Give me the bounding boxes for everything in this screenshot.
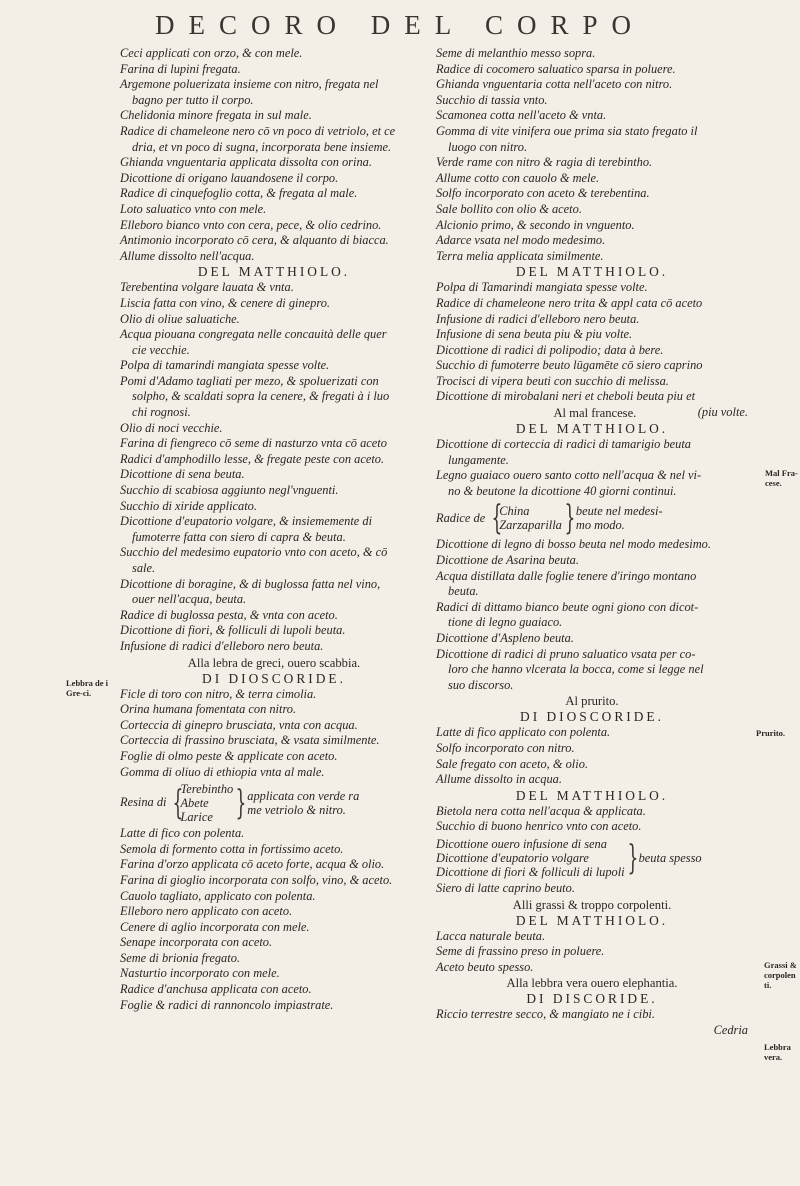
section-heading: DEL MATTHIOLO. bbox=[515, 264, 669, 280]
text-line: Terebentina volgare lauata & vnta. bbox=[120, 280, 294, 295]
continuation-note: (piu volte. bbox=[697, 405, 748, 420]
section-heading: DI DISCORIDE. bbox=[526, 991, 658, 1007]
text-line: Siero di latte caprino beuto. bbox=[436, 880, 575, 895]
text-line: Allume dissolto nell'acqua. bbox=[120, 248, 255, 263]
text-line: Foglie & radici di rannoncolo impiastrate. bbox=[120, 997, 334, 1012]
text-line: Radice di buglossa pesta, & vnta con aceto. bbox=[120, 607, 338, 622]
right-block-4 bbox=[436, 537, 748, 693]
text-line: cie vecchie. bbox=[132, 342, 190, 357]
text-line: bagno per tutto il corpo. bbox=[132, 92, 254, 107]
bracket-item: Zarzaparilla bbox=[499, 518, 562, 533]
right-block-8 bbox=[436, 929, 748, 976]
text-line: Radici di dittamo bianco beute ogni giono con dicot- bbox=[436, 599, 699, 614]
text-line: Corteccia di ginepro brusciata, vnta con acqua. bbox=[120, 717, 358, 732]
text-line: Acqua piouana congregata nelle concauità delle quer bbox=[120, 327, 387, 342]
text-line: Alcionio primo, & secondo in vnguento. bbox=[436, 217, 635, 232]
text-line: Farina d'orzo applicata cō aceto forte, acqua & olio. bbox=[120, 857, 385, 872]
text-line: Lacca naturale beuta. bbox=[436, 928, 546, 943]
text-line: Ghianda vnguentaria cotta nell'aceto con nitro. bbox=[436, 77, 673, 92]
text-line: Adarce vsata nel modo medesimo. bbox=[436, 233, 606, 248]
bracket-items bbox=[180, 782, 233, 824]
text-line: Argemone poluerizata insieme con nitro, fregata nel bbox=[120, 77, 379, 92]
text-line: Olio di noci vecchie. bbox=[120, 420, 223, 435]
left-column bbox=[120, 46, 428, 1013]
text-line: Dicottione di corteccia di radici di tamarigio beuta bbox=[436, 437, 692, 452]
right-block-5 bbox=[436, 725, 748, 787]
text-line: Radice d'anchusa applicata con aceto. bbox=[120, 982, 312, 997]
text-line: Chelidonia minore fregata in sul male. bbox=[120, 108, 312, 123]
text-line: Succhio di buono henrico vnto con aceto. bbox=[436, 819, 642, 834]
bracket-item: Abete bbox=[180, 796, 209, 811]
bracket-item: Dicottione ouero infusione di sena bbox=[436, 836, 607, 851]
text-line: solpho, & scaldati sopra la cenere, & fregati à i luo bbox=[132, 389, 390, 404]
text-line: Dicottione di fiori, & folliculi di lupoli beuta. bbox=[120, 623, 346, 638]
bracket-tail bbox=[243, 789, 359, 817]
bracket-item: China bbox=[499, 504, 530, 519]
text-line: Radice di chameleone nero trita & appl cata cō aceto bbox=[436, 295, 703, 310]
text-line: Succhio di tassia vnto. bbox=[436, 92, 548, 107]
text-line: Elleboro bianco vnto con cera, pece, & olio cedrino. bbox=[120, 217, 382, 232]
text-line: Scamonea cotta nell'aceto & vnta. bbox=[436, 108, 607, 123]
text-line: Solfo incorporato con nitro. bbox=[436, 740, 575, 755]
text-line: Cenere di aglio incorporata con mele. bbox=[120, 919, 310, 934]
text-line: Nasturtio incorporato con mele. bbox=[120, 966, 280, 981]
text-line: Riccio terrestre secco, & mangiato ne i cibi. bbox=[436, 1007, 655, 1022]
left-brace-icon: { bbox=[491, 498, 503, 539]
section-heading: DEL MATTHIOLO. bbox=[515, 787, 669, 803]
margin-note-prurito: Prurito. bbox=[756, 728, 786, 738]
left-block-1 bbox=[120, 46, 428, 264]
bracket-item: Dicottione d'eupatorio volgare bbox=[436, 850, 589, 865]
text-line: Corteccia di frassino brusciata, & vsata similmente. bbox=[120, 733, 380, 748]
text-line: Latte di fico applicato con polenta. bbox=[436, 725, 611, 740]
text-line: Radice di cocomero saluatico sparsa in poluere. bbox=[436, 61, 676, 76]
text-line: Pomi d'Adamo tagliati per mezo, & spoluerizati con bbox=[120, 373, 379, 388]
text-line: Infusione di radici d'elleboro nero beuta. bbox=[120, 638, 324, 653]
section-heading: DEL MATTHIOLO. bbox=[197, 264, 351, 280]
right-block-3 bbox=[436, 437, 748, 499]
section-subtitle: Al prurito. bbox=[565, 694, 619, 709]
text-line: Gomma di vite vinifera oue prima sia stato fregato il bbox=[436, 123, 698, 138]
bracket-tail-line: mo modo. bbox=[575, 518, 625, 533]
resina-bracket-group bbox=[120, 782, 428, 824]
right-block-9 bbox=[436, 1007, 748, 1023]
right-block-7 bbox=[436, 881, 748, 897]
bracket-tail-line: applicata con verde ra bbox=[247, 789, 360, 804]
section-heading: DI DIOSCORIDE. bbox=[202, 670, 346, 686]
text-line: Latte di fico con polenta. bbox=[120, 826, 245, 841]
text-line: Dicottione di radici di polipodio; data à bere. bbox=[436, 342, 664, 357]
bracket-items bbox=[499, 504, 562, 532]
section-subtitle: Al mal francese. bbox=[553, 406, 637, 421]
text-line: Sale bollito con olio & aceto. bbox=[436, 201, 582, 216]
catchword: Cedria bbox=[713, 1022, 748, 1037]
bracket-items bbox=[436, 837, 625, 879]
text-line: Polpa di Tamarindi mangiata spesse volte. bbox=[436, 280, 648, 295]
text-line: Seme di brionia fregato. bbox=[120, 950, 240, 965]
text-line: Allume cotto con cauolo & mele. bbox=[436, 170, 600, 185]
text-line: Radici d'amphodillo lesse, & fregate peste con aceto. bbox=[120, 451, 385, 466]
text-line: chi rognosi. bbox=[132, 405, 191, 420]
text-line: tione di legno guaiaco. bbox=[448, 615, 563, 630]
bracket-tail-line: me vetriolo & nitro. bbox=[247, 803, 346, 818]
right-column bbox=[436, 46, 748, 1039]
right-block-2 bbox=[436, 280, 748, 405]
text-line: Farina di gioglio incorporata con solfo, vino, & aceto. bbox=[120, 872, 393, 887]
text-line: no & beutone la dicottione 40 giorni continui. bbox=[448, 483, 677, 498]
text-line: Succhio di fumoterre beuto lūgamēte cō siero caprino bbox=[436, 358, 703, 373]
right-block-1 bbox=[436, 46, 748, 264]
text-line: Dicottione di mirobalani neri et cheboli beuta piu et bbox=[436, 389, 696, 404]
text-line: Orina humana fomentata con nitro. bbox=[120, 702, 297, 717]
right-block-6 bbox=[436, 804, 748, 835]
bracket-item: Larice bbox=[180, 810, 213, 825]
text-line: Dicottione di legno di bosso beuta nel modo medesimo. bbox=[436, 537, 711, 552]
section-heading: DEL MATTHIOLO. bbox=[515, 912, 669, 928]
text-line: Polpa di tamarindi mangiata spesse volte. bbox=[120, 358, 330, 373]
text-line: Dicottione di boragine, & di buglossa fatta nel vino, bbox=[120, 576, 381, 591]
text-line: Acqua distillata dalle foglie tenere d'iringo montano bbox=[436, 568, 697, 583]
text-line: Loto saluatico vnto con mele. bbox=[120, 201, 267, 216]
text-line: Seme di melanthio messo sopra. bbox=[436, 46, 596, 60]
text-line: Solfo incorporato con aceto & terebentina. bbox=[436, 186, 650, 201]
bracket-item: Terebintho bbox=[180, 782, 234, 797]
text-line: Foglie di olmo peste & applicate con aceto. bbox=[120, 748, 338, 763]
section-heading: DI DIOSCORIDE. bbox=[520, 709, 664, 725]
text-line: Farina di lupini fregata. bbox=[120, 61, 241, 76]
section-subtitle: Alla lebra de greci, ouero scabbia. bbox=[187, 655, 361, 670]
text-line: Cauolo tagliato, applicato con polenta. bbox=[120, 888, 316, 903]
text-line: Bietola nera cotta nell'acqua & applicata. bbox=[436, 803, 646, 818]
text-line: Dicottione d'eupatorio volgare, & insiememente di bbox=[120, 514, 373, 529]
text-line: Seme di frassino preso in poluere. bbox=[436, 944, 605, 959]
margin-note-lebbra-greci: Lebbra de i Gre-ci. bbox=[66, 678, 109, 698]
section-subtitle: Alla lebbra vera ouero elephantia. bbox=[506, 976, 678, 991]
text-line: suo discorso. bbox=[448, 677, 514, 692]
text-line: Olio di oliue saluatiche. bbox=[120, 311, 240, 326]
text-line: beuta. bbox=[448, 584, 479, 599]
section-subtitle: Alli grassi & troppo corpolenti. bbox=[512, 897, 672, 912]
right-brace-icon: } bbox=[235, 783, 247, 824]
radice-bracket-group bbox=[436, 498, 748, 539]
text-line: loro che hanno vlcerata la bocca, come si legge nel bbox=[448, 662, 704, 677]
text-line: Infusione di radici d'elleboro nero beuta. bbox=[436, 311, 640, 326]
text-line: dria, et vn poco di sugna, incorporata bene insieme. bbox=[132, 139, 392, 154]
text-line: lungamente. bbox=[448, 452, 509, 467]
left-block-4 bbox=[120, 826, 428, 1013]
margin-note-grassi: Grassi & corpolen ti. bbox=[764, 960, 797, 990]
text-line: Dicottione de Asarina beuta. bbox=[436, 553, 579, 568]
text-line: Elleboro nero applicato con aceto. bbox=[120, 904, 293, 919]
text-line: Semola di formento cotta in fortissimo aceto. bbox=[120, 841, 344, 856]
bracket-lead: Resina di bbox=[120, 795, 167, 810]
left-brace-icon: { bbox=[172, 783, 184, 824]
text-line: Dicottione d'Aspleno beuta. bbox=[436, 631, 574, 645]
bracket-tail-line: beute nel medesi- bbox=[575, 504, 663, 519]
bracket-tail bbox=[572, 504, 663, 532]
text-line: Verde rame con nitro & ragia di terebintho. bbox=[436, 155, 653, 170]
bracket-item: Dicottione di fiori & folliculi di lupoli bbox=[436, 864, 625, 879]
text-line: fumoterre fatta con siero di capra & beuta. bbox=[132, 529, 346, 544]
text-line: Farina di fiengreco cō seme di nasturzo vnta cō aceto bbox=[120, 436, 387, 451]
text-line: Trocisci di vipera beuti con succhio di melissa. bbox=[436, 373, 669, 388]
text-line: Infusione di sena beuta piu & piu volte. bbox=[436, 327, 633, 342]
dicottione-bracket-group bbox=[436, 837, 748, 879]
page-header: DECORO DEL CORPO bbox=[154, 10, 646, 40]
text-line: Ficle di toro con nitro, & terra cimolia. bbox=[120, 686, 317, 701]
text-line: Succhio di xiride applicato. bbox=[120, 498, 257, 513]
text-line: Liscia fatta con vino, & cenere di ginepro. bbox=[120, 295, 331, 310]
text-line: sale. bbox=[132, 561, 156, 575]
text-line: Succhio del medesimo eupatorio vnto con aceto, & cō bbox=[120, 545, 388, 560]
margin-note-mal-francese: Mal Fra-cese. bbox=[765, 468, 798, 488]
text-line: Antimonio incorporato cō cera, & alquanto di biacca. bbox=[120, 233, 389, 248]
text-line: luogo con nitro. bbox=[448, 139, 528, 154]
margin-note-lebbra-vera: Lebbra vera. bbox=[764, 1042, 791, 1062]
text-line: Sale fregato con aceto, & olio. bbox=[436, 756, 588, 771]
left-block-3 bbox=[120, 687, 428, 781]
text-line: Ceci applicati con orzo, & con mele. bbox=[120, 46, 303, 60]
text-line: Radice di chameleone nero cō vn poco di vetriolo, et ce bbox=[120, 123, 396, 138]
text-line: ouer nell'acqua, beuta. bbox=[132, 592, 247, 607]
text-line: Radice di cinquefoglio cotta, & fregata al male. bbox=[120, 186, 358, 201]
bracket-lead: Radice de bbox=[436, 510, 486, 525]
text-line: Dicottione di sena beuta. bbox=[120, 467, 245, 482]
text-line: Aceto beuto spesso. bbox=[436, 959, 534, 974]
subtitle-row bbox=[436, 405, 748, 421]
text-line: Dicottione di origano lauandosene il corpo. bbox=[120, 170, 339, 185]
right-brace-icon: } bbox=[627, 837, 638, 878]
text-line: Dicottione di radici di pruno saluatico vsata per co- bbox=[436, 646, 696, 661]
text-line: Allume dissolto in acqua. bbox=[436, 772, 562, 787]
text-line: Gomma di oliuo di ethiopia vnta al male. bbox=[120, 764, 325, 779]
right-brace-icon: } bbox=[564, 498, 576, 539]
text-line: Succhio di scabiosa aggiunto negl'vnguenti. bbox=[120, 483, 339, 498]
text-line: Senape incorporata con aceto. bbox=[120, 935, 273, 950]
text-line: Terra melia applicata similmente. bbox=[436, 248, 604, 263]
text-line: Ghianda vnguentaria applicata dissolta con orina. bbox=[120, 155, 372, 170]
left-block-2 bbox=[120, 280, 428, 654]
bracket-tail: beuta spesso bbox=[638, 850, 702, 865]
section-heading: DEL MATTHIOLO. bbox=[515, 421, 669, 437]
text-line: Legno guaiaco ouero santo cotto nell'acqua & nel vi- bbox=[436, 468, 702, 483]
